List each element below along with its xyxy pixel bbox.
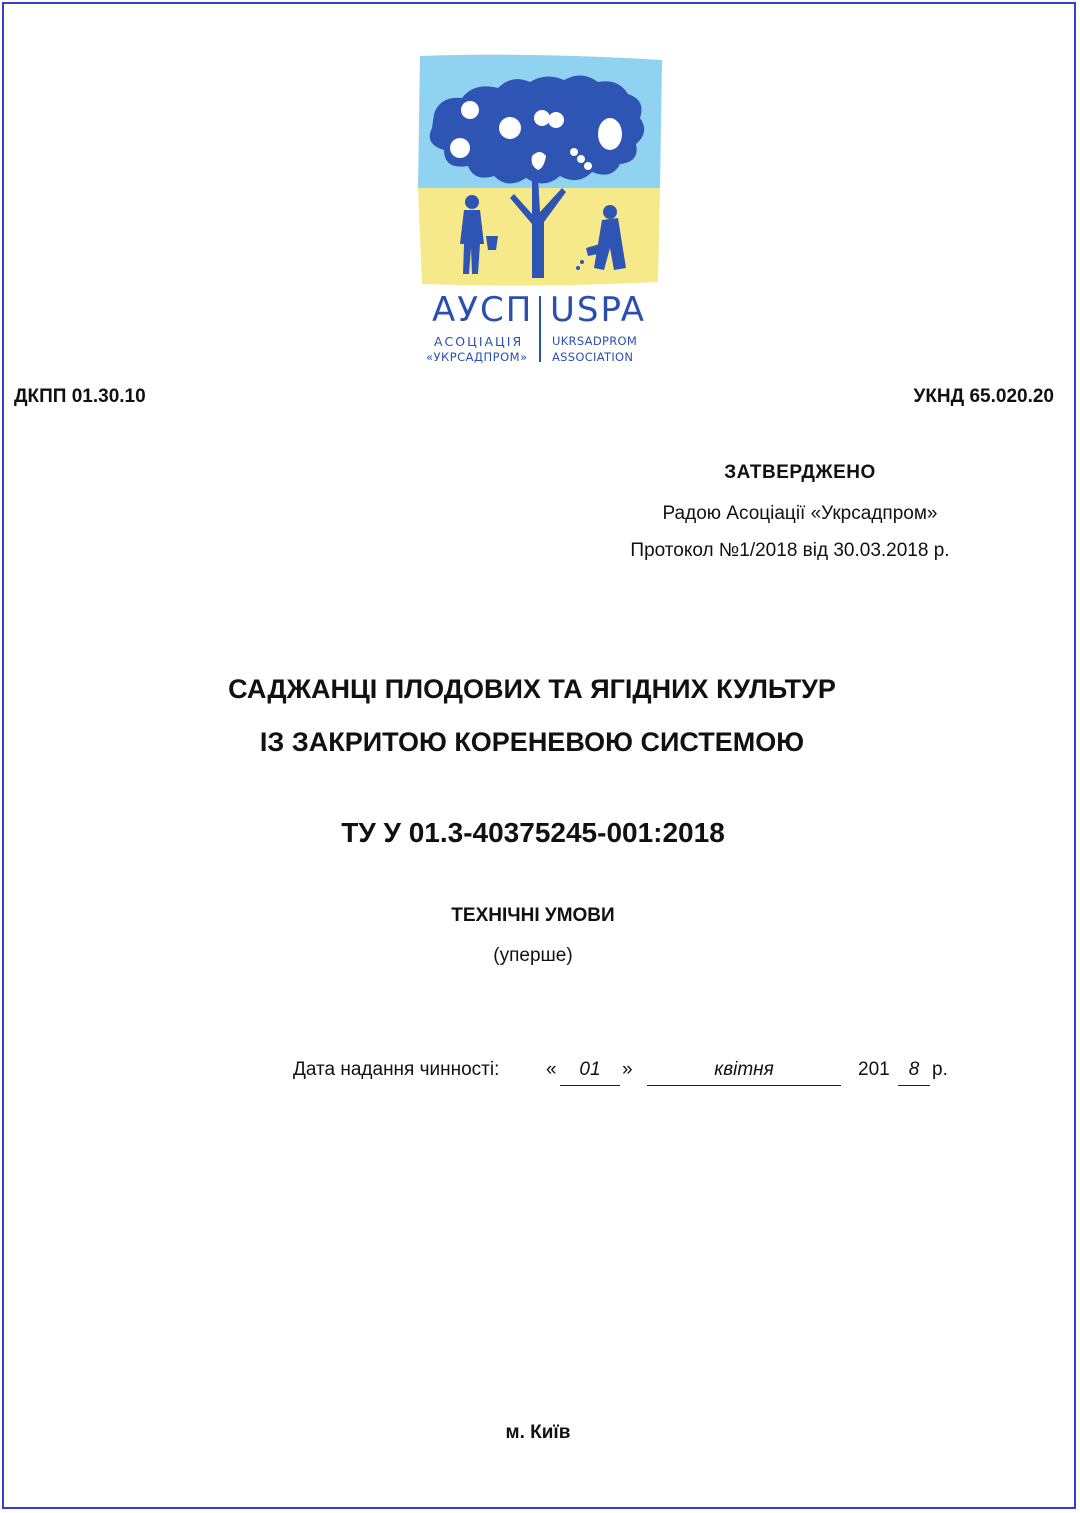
effective-date-year-digit: 8 bbox=[898, 1059, 930, 1086]
city: м. Київ bbox=[505, 1422, 571, 1443]
effective-date-month: квітня bbox=[647, 1059, 841, 1086]
logo-sub-ua-line1: АСОЦІАЦІЯ bbox=[434, 334, 524, 349]
uspa-logo bbox=[414, 52, 666, 372]
document-edition: (уперше) bbox=[493, 945, 573, 966]
logo-divider bbox=[539, 296, 541, 362]
logo-abbr-ua: АУСП bbox=[432, 290, 534, 330]
quote-open: « bbox=[546, 1059, 557, 1080]
effective-date-row bbox=[0, 1059, 1080, 1099]
document-type: ТЕХНІЧНІ УМОВИ bbox=[451, 905, 615, 926]
logo-sub-en-line2: ASSOCIATION bbox=[552, 350, 634, 364]
document-title-line1: САДЖАНЦІ ПЛОДОВИХ ТА ЯГІДНИХ КУЛЬТУР bbox=[228, 674, 836, 704]
approval-title: ЗАТВЕРДЖЕНО bbox=[724, 462, 876, 483]
quote-close: » bbox=[622, 1059, 633, 1080]
approval-by: Радою Асоціації «Укрсадпром» bbox=[662, 503, 938, 524]
classifier-code-uknd: УКНД 65.020.20 bbox=[913, 386, 1054, 407]
effective-date-label: Дата надання чинності: bbox=[293, 1059, 500, 1080]
effective-date-day: 01 bbox=[560, 1059, 620, 1086]
logo-sub-ua-line2: «УКРСАДПРОМ» bbox=[426, 350, 528, 364]
effective-date-year-suffix: р. bbox=[932, 1059, 948, 1080]
effective-date-year-prefix: 201 bbox=[858, 1059, 890, 1080]
document-code: ТУ У 01.3-40375245-001:2018 bbox=[341, 817, 725, 848]
classifier-code-dkpp: ДКПП 01.30.10 bbox=[14, 386, 146, 407]
approval-protocol: Протокол №1/2018 від 30.03.2018 р. bbox=[630, 540, 950, 561]
logo-wordmark bbox=[414, 290, 666, 370]
logo-sub-en-line1: UKRSADPROM bbox=[552, 334, 638, 348]
logo-tree-map-image bbox=[414, 52, 666, 288]
logo-abbr-en: USPA bbox=[550, 290, 647, 330]
document-title-line2: ІЗ ЗАКРИТОЮ КОРЕНЕВОЮ СИСТЕМОЮ bbox=[259, 727, 805, 757]
